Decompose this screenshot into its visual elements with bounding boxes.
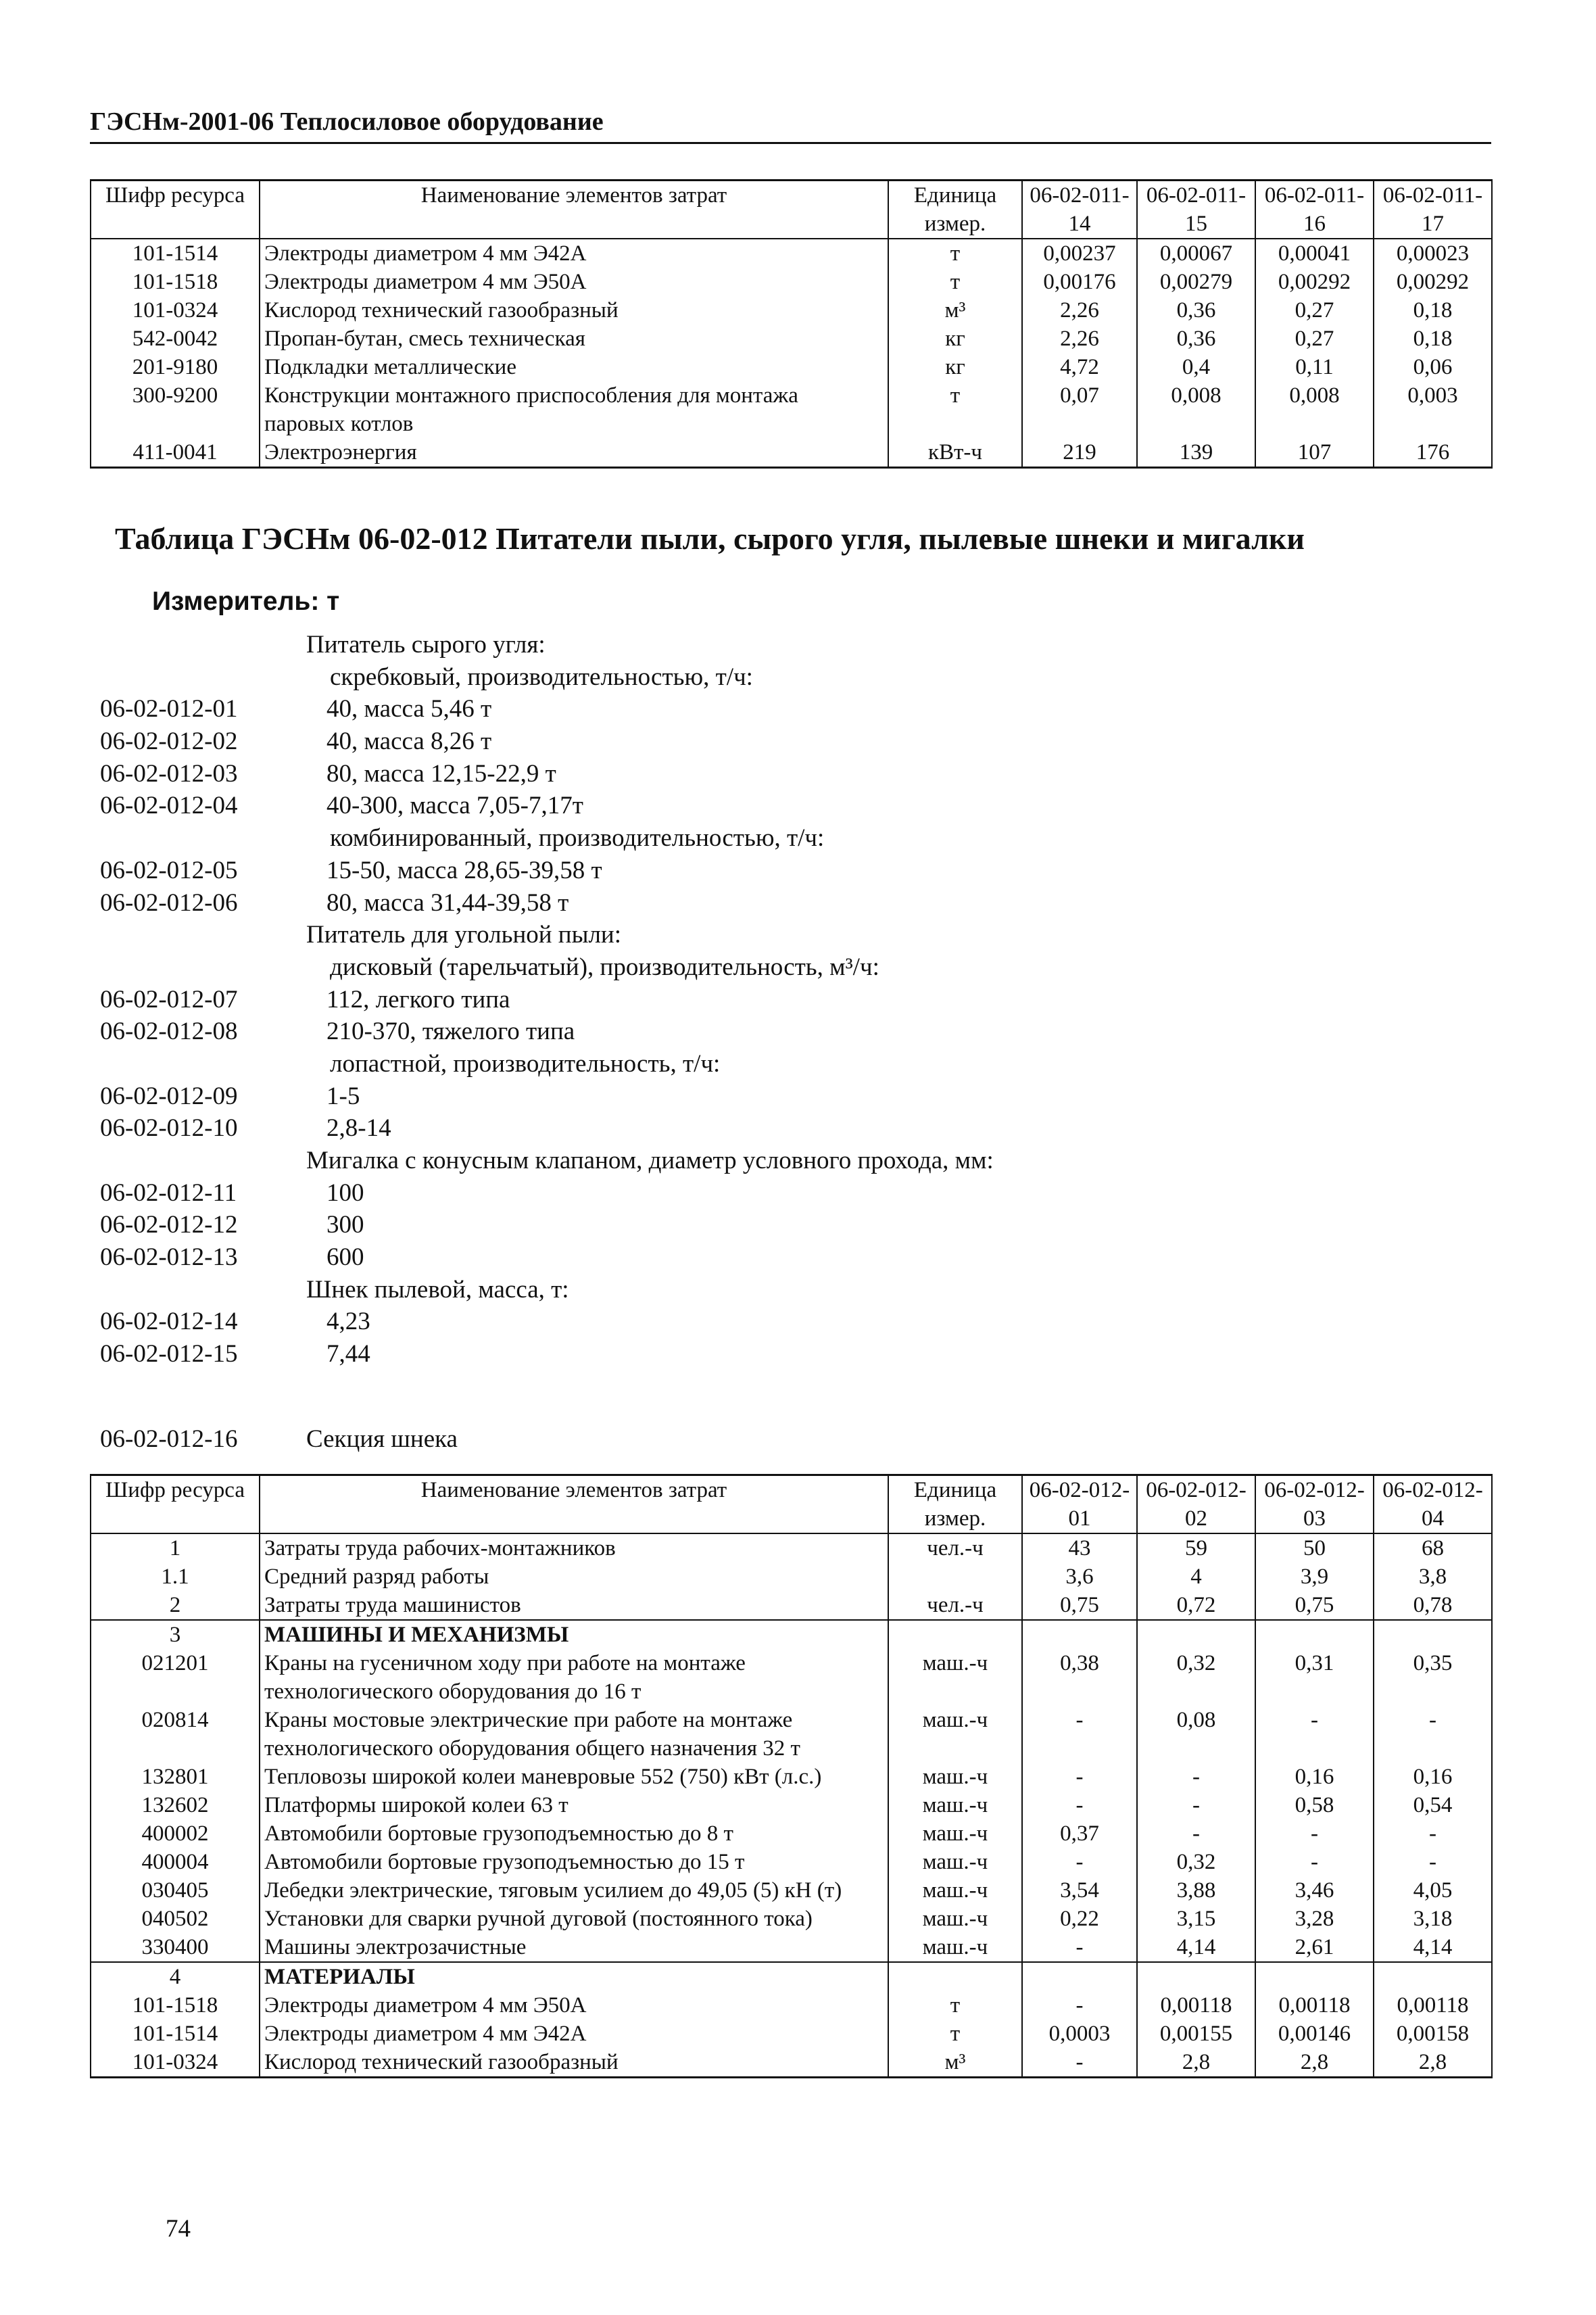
norm-value: 0,00118 bbox=[1137, 1991, 1255, 2020]
table-row bbox=[91, 1848, 1492, 1876]
unit: маш.-ч bbox=[888, 1848, 1022, 1876]
norm-value: 3,18 bbox=[1374, 1905, 1492, 1933]
table-row bbox=[91, 325, 1492, 353]
cost-element-name: Затраты труда рабочих-монтажников bbox=[260, 1533, 888, 1562]
table-header-row bbox=[91, 181, 1492, 239]
cost-element-name: МАШИНЫ И МЕХАНИЗМЫ bbox=[260, 1620, 888, 1649]
norm-code: 06-02-012-15 bbox=[100, 1340, 238, 1368]
norm-value: - bbox=[1022, 1933, 1137, 1962]
norm-value bbox=[1374, 1620, 1492, 1649]
resource-code: 2 bbox=[91, 1591, 260, 1620]
cost-element-name: Затраты труда машинистов bbox=[260, 1591, 888, 1620]
resource-code: 132801 bbox=[91, 1763, 260, 1791]
norm-value: 3,8 bbox=[1374, 1562, 1492, 1591]
norm-code: 06-02-012-05 bbox=[100, 856, 238, 884]
norm-value: 0,75 bbox=[1022, 1591, 1137, 1620]
norm-value: 3,54 bbox=[1022, 1876, 1137, 1905]
resource-code: 3 bbox=[91, 1620, 260, 1649]
norm-description: 600 bbox=[327, 1243, 364, 1272]
unit: м³ bbox=[888, 2048, 1022, 2078]
norm-value: 176 bbox=[1374, 438, 1492, 468]
norm-value: - bbox=[1022, 1763, 1137, 1791]
resource-code: 101-1518 bbox=[91, 1991, 260, 2020]
table-row bbox=[91, 1876, 1492, 1905]
norm-description: Мигалка с конусным клапаном, диаметр условного прохода, мм: bbox=[306, 1147, 994, 1174]
table-row bbox=[91, 1791, 1492, 1819]
table-row bbox=[91, 381, 1492, 438]
table-row bbox=[91, 1933, 1492, 1962]
column-header: Шифр ресурса bbox=[91, 181, 260, 239]
norm-value: - bbox=[1137, 1791, 1255, 1819]
column-header: 06-02-011-15 bbox=[1137, 181, 1255, 239]
norm-value bbox=[1137, 1962, 1255, 1991]
resource-code: 101-0324 bbox=[91, 2048, 260, 2078]
cost-element-name: Краны мостовые электрические при работе на монтаже технологического оборудования общего назначения 32 т bbox=[260, 1706, 888, 1763]
page-number: 74 bbox=[166, 2215, 191, 2243]
norm-code: 06-02-012-10 bbox=[100, 1114, 238, 1143]
norm-value: 0,75 bbox=[1255, 1591, 1374, 1620]
table-row bbox=[91, 1991, 1492, 2020]
norm-code: 06-02-012-08 bbox=[100, 1018, 238, 1046]
norm-value bbox=[1022, 1620, 1137, 1649]
cost-element-name: Кислород технический газообразный bbox=[260, 2048, 888, 2078]
norm-description: 40, масса 8,26 т bbox=[327, 727, 492, 756]
norm-description: 40, масса 5,46 т bbox=[327, 695, 492, 723]
norm-code: 06-02-012-16 bbox=[100, 1425, 238, 1453]
header-rule bbox=[90, 142, 1491, 144]
unit: м³ bbox=[888, 296, 1022, 325]
table-row bbox=[91, 2048, 1492, 2078]
norm-value: 0,00067 bbox=[1137, 239, 1255, 268]
norm-code: 06-02-012-14 bbox=[100, 1308, 238, 1336]
norm-value: 0,38 bbox=[1022, 1649, 1137, 1706]
norm-value: 0,00237 bbox=[1022, 239, 1137, 268]
norm-code: 06-02-012-12 bbox=[100, 1211, 238, 1239]
norm-description: 100 bbox=[327, 1178, 364, 1207]
unit: маш.-ч bbox=[888, 1819, 1022, 1848]
resource-code: 201-9180 bbox=[91, 353, 260, 381]
norm-description: 112, легкого типа bbox=[327, 985, 510, 1013]
norm-value: 0,32 bbox=[1137, 1848, 1255, 1876]
norm-value: 0,11 bbox=[1255, 353, 1374, 381]
column-header: 06-02-012-04 bbox=[1374, 1475, 1492, 1534]
resource-code: 101-0324 bbox=[91, 296, 260, 325]
unit: кВт-ч bbox=[888, 438, 1022, 468]
resource-code: 020814 bbox=[91, 1706, 260, 1763]
norm-code: 06-02-012-06 bbox=[100, 888, 238, 917]
norm-code: 06-02-012-09 bbox=[100, 1082, 238, 1110]
unit: чел.-ч bbox=[888, 1533, 1022, 1562]
unit bbox=[888, 1962, 1022, 1991]
norm-value: 0,00041 bbox=[1255, 239, 1374, 268]
norm-description: 2,8-14 bbox=[327, 1114, 391, 1143]
norm-code: 06-02-012-02 bbox=[100, 727, 238, 756]
unit: маш.-ч bbox=[888, 1933, 1022, 1962]
resource-code: 400004 bbox=[91, 1848, 260, 1876]
norm-value: 4,72 bbox=[1022, 353, 1137, 381]
norm-value: 0,27 bbox=[1255, 325, 1374, 353]
norm-description: Шнек пылевой, масса, т: bbox=[306, 1275, 569, 1304]
column-header: 06-02-012-02 bbox=[1137, 1475, 1255, 1534]
column-header: 06-02-012-01 bbox=[1022, 1475, 1137, 1534]
norm-value: - bbox=[1137, 1819, 1255, 1848]
unit: маш.-ч bbox=[888, 1649, 1022, 1706]
cost-element-name: Машины электрозачистные bbox=[260, 1933, 888, 1962]
norm-code: 06-02-012-07 bbox=[100, 985, 238, 1013]
norm-value: 2,8 bbox=[1255, 2048, 1374, 2078]
norm-value: 2,26 bbox=[1022, 296, 1137, 325]
norm-description: 80, масса 31,44-39,58 т bbox=[327, 888, 569, 917]
norm-value bbox=[1255, 1962, 1374, 1991]
norm-description: Секция шнека bbox=[306, 1425, 458, 1453]
norm-value: 0,35 bbox=[1374, 1649, 1492, 1706]
norm-description: комбинированный, производительностью, т/ч: bbox=[330, 824, 825, 853]
norm-code: 06-02-012-13 bbox=[100, 1243, 238, 1272]
norm-value: 0,36 bbox=[1137, 296, 1255, 325]
cost-element-name: Пропан-бутан, смесь техническая bbox=[260, 325, 888, 353]
cost-element-name: МАТЕРИАЛЫ bbox=[260, 1962, 888, 1991]
norm-value: 2,8 bbox=[1374, 2048, 1492, 2078]
norm-description: 7,44 bbox=[327, 1340, 370, 1368]
norm-description: лопастной, производительность, т/ч: bbox=[330, 1049, 721, 1078]
norm-value: 0,00176 bbox=[1022, 268, 1137, 296]
norm-description: дисковый (тарельчатый), производительность, м³/ч: bbox=[330, 953, 879, 981]
unit: т bbox=[888, 239, 1022, 268]
norm-value: 0,37 bbox=[1022, 1819, 1137, 1848]
unit: т bbox=[888, 2020, 1022, 2048]
resource-code: 021201 bbox=[91, 1649, 260, 1706]
norm-value: 0,36 bbox=[1137, 325, 1255, 353]
table-row bbox=[91, 1620, 1492, 1649]
resource-table-1 bbox=[90, 179, 1493, 469]
norm-value: 59 bbox=[1137, 1533, 1255, 1562]
table-row bbox=[91, 239, 1492, 268]
norm-value: - bbox=[1255, 1819, 1374, 1848]
norm-value: 43 bbox=[1022, 1533, 1137, 1562]
norm-value: 0,00155 bbox=[1137, 2020, 1255, 2048]
resource-code: 1.1 bbox=[91, 1562, 260, 1591]
norm-value: - bbox=[1374, 1819, 1492, 1848]
norm-value: 0,008 bbox=[1255, 381, 1374, 438]
norm-value: 0,22 bbox=[1022, 1905, 1137, 1933]
resource-code: 330400 bbox=[91, 1933, 260, 1962]
table-row bbox=[91, 353, 1492, 381]
norm-value: 3,9 bbox=[1255, 1562, 1374, 1591]
unit: маш.-ч bbox=[888, 1706, 1022, 1763]
unit: кг bbox=[888, 353, 1022, 381]
unit: маш.-ч bbox=[888, 1791, 1022, 1819]
table-row bbox=[91, 2020, 1492, 2048]
norm-value: 4 bbox=[1137, 1562, 1255, 1591]
measure-unit: Измеритель: т bbox=[152, 587, 340, 616]
norm-description: 210-370, тяжелого типа bbox=[327, 1018, 575, 1046]
resource-code: 300-9200 bbox=[91, 381, 260, 438]
table-row bbox=[91, 1706, 1492, 1763]
norm-value: 0,07 bbox=[1022, 381, 1137, 438]
norm-value bbox=[1374, 1962, 1492, 1991]
norm-description: Питатель для угольной пыли: bbox=[306, 921, 622, 949]
norm-value: 0,00292 bbox=[1255, 268, 1374, 296]
norm-value: 2,61 bbox=[1255, 1933, 1374, 1962]
norm-value: 0,00118 bbox=[1374, 1991, 1492, 2020]
cost-element-name: Кислород технический газообразный bbox=[260, 296, 888, 325]
norm-value: 0,78 bbox=[1374, 1591, 1492, 1620]
norm-description: 15-50, масса 28,65-39,58 т bbox=[327, 856, 602, 884]
resource-table-2 bbox=[90, 1474, 1493, 2078]
norm-value: 4,14 bbox=[1137, 1933, 1255, 1962]
norm-code: 06-02-012-03 bbox=[100, 759, 238, 788]
norm-value: 2,26 bbox=[1022, 325, 1137, 353]
norm-value: 0,54 bbox=[1374, 1791, 1492, 1819]
cost-element-name: Тепловозы широкой колеи маневровые 552 (750) кВт (л.с.) bbox=[260, 1763, 888, 1791]
unit: маш.-ч bbox=[888, 1876, 1022, 1905]
unit: кг bbox=[888, 325, 1022, 353]
norm-description: 4,23 bbox=[327, 1308, 370, 1336]
column-header: Единица измер. bbox=[888, 181, 1022, 239]
norm-description: скребковый, производительностью, т/ч: bbox=[330, 663, 753, 691]
cost-element-name: Электроды диаметром 4 мм Э50А bbox=[260, 1991, 888, 2020]
table-row bbox=[91, 296, 1492, 325]
cost-element-name: Установки для сварки ручной дуговой (постоянного тока) bbox=[260, 1905, 888, 1933]
norm-description: Питатель сырого угля: bbox=[306, 631, 546, 659]
resource-code: 542-0042 bbox=[91, 325, 260, 353]
column-header: 06-02-012-03 bbox=[1255, 1475, 1374, 1534]
norm-value: 2,8 bbox=[1137, 2048, 1255, 2078]
resource-code: 040502 bbox=[91, 1905, 260, 1933]
norm-value: 0,72 bbox=[1137, 1591, 1255, 1620]
norm-value: 0,16 bbox=[1374, 1763, 1492, 1791]
norm-value: - bbox=[1374, 1848, 1492, 1876]
column-header: 06-02-011-17 bbox=[1374, 181, 1492, 239]
column-header: Шифр ресурса bbox=[91, 1475, 260, 1534]
norm-value: 0,58 bbox=[1255, 1791, 1374, 1819]
norm-value: - bbox=[1255, 1706, 1374, 1763]
cost-element-name: Автомобили бортовые грузоподъемностью до 8 т bbox=[260, 1819, 888, 1848]
column-header: 06-02-011-16 bbox=[1255, 181, 1374, 239]
resource-code: 101-1514 bbox=[91, 2020, 260, 2048]
norm-value: 0,31 bbox=[1255, 1649, 1374, 1706]
table-row bbox=[91, 1591, 1492, 1620]
norm-value: 0,27 bbox=[1255, 296, 1374, 325]
table-row bbox=[91, 438, 1492, 468]
resource-code: 132602 bbox=[91, 1791, 260, 1819]
resource-code: 030405 bbox=[91, 1876, 260, 1905]
norm-value: 0,00292 bbox=[1374, 268, 1492, 296]
unit: т bbox=[888, 1991, 1022, 2020]
norm-value: - bbox=[1022, 1791, 1137, 1819]
norm-value: 219 bbox=[1022, 438, 1137, 468]
norm-value bbox=[1137, 1620, 1255, 1649]
table-row bbox=[91, 1819, 1492, 1848]
cost-element-name: Автомобили бортовые грузоподъемностью до 15 т bbox=[260, 1848, 888, 1876]
norm-value: - bbox=[1137, 1763, 1255, 1791]
norm-description: 1-5 bbox=[327, 1082, 360, 1110]
resource-code: 400002 bbox=[91, 1819, 260, 1848]
table-header-row bbox=[91, 1475, 1492, 1534]
norm-value: - bbox=[1022, 2048, 1137, 2078]
norm-value: 0,0003 bbox=[1022, 2020, 1137, 2048]
resource-code: 101-1518 bbox=[91, 268, 260, 296]
norm-value: 0,4 bbox=[1137, 353, 1255, 381]
table-row bbox=[91, 1763, 1492, 1791]
norm-value: 139 bbox=[1137, 438, 1255, 468]
norm-value: 0,16 bbox=[1255, 1763, 1374, 1791]
norm-value: 0,003 bbox=[1374, 381, 1492, 438]
norm-value: - bbox=[1255, 1848, 1374, 1876]
norm-value: 3,15 bbox=[1137, 1905, 1255, 1933]
cost-element-name: Электроэнергия bbox=[260, 438, 888, 468]
norm-value: - bbox=[1374, 1706, 1492, 1763]
norm-code: 06-02-012-04 bbox=[100, 792, 238, 820]
norm-value: 0,08 bbox=[1137, 1706, 1255, 1763]
norm-description: 40-300, масса 7,05-7,17т bbox=[327, 792, 583, 820]
unit: т bbox=[888, 381, 1022, 438]
norm-description: 80, масса 12,15-22,9 т bbox=[327, 759, 556, 788]
norm-value: 0,00118 bbox=[1255, 1991, 1374, 2020]
unit bbox=[888, 1620, 1022, 1649]
norm-value: 0,18 bbox=[1374, 296, 1492, 325]
table-title: Таблица ГЭСНм 06-02-012 Питатели пыли, сырого угля, пылевые шнеки и мигалки bbox=[115, 521, 1305, 556]
resource-code: 101-1514 bbox=[91, 239, 260, 268]
cost-element-name: Электроды диаметром 4 мм Э50А bbox=[260, 268, 888, 296]
cost-element-name: Электроды диаметром 4 мм Э42А bbox=[260, 239, 888, 268]
cost-element-name: Подкладки металлические bbox=[260, 353, 888, 381]
column-header: Наименование элементов затрат bbox=[260, 181, 888, 239]
unit: т bbox=[888, 268, 1022, 296]
cost-element-name: Краны на гусеничном ходу при работе на монтаже технологического оборудования до 16 т bbox=[260, 1649, 888, 1706]
table-row bbox=[91, 1962, 1492, 1991]
column-header: 06-02-011-14 bbox=[1022, 181, 1137, 239]
norm-value: 0,18 bbox=[1374, 325, 1492, 353]
norm-value: - bbox=[1022, 1848, 1137, 1876]
norm-value: 0,00158 bbox=[1374, 2020, 1492, 2048]
norm-value: 4,14 bbox=[1374, 1933, 1492, 1962]
norm-value: 0,06 bbox=[1374, 353, 1492, 381]
norm-value: - bbox=[1022, 1706, 1137, 1763]
table-row bbox=[91, 1533, 1492, 1562]
norm-value: 3,88 bbox=[1137, 1876, 1255, 1905]
table-row bbox=[91, 268, 1492, 296]
norm-value: 0,00023 bbox=[1374, 239, 1492, 268]
norm-value: 0,00279 bbox=[1137, 268, 1255, 296]
norm-value: 3,46 bbox=[1255, 1876, 1374, 1905]
norm-value: 107 bbox=[1255, 438, 1374, 468]
column-header: Наименование элементов затрат bbox=[260, 1475, 888, 1534]
cost-element-name: Средний разряд работы bbox=[260, 1562, 888, 1591]
cost-element-name: Лебедки электрические, тяговым усилием до 49,05 (5) кН (т) bbox=[260, 1876, 888, 1905]
resource-code: 1 bbox=[91, 1533, 260, 1562]
norm-value: - bbox=[1022, 1991, 1137, 2020]
resource-code: 411-0041 bbox=[91, 438, 260, 468]
unit: маш.-ч bbox=[888, 1905, 1022, 1933]
table-row bbox=[91, 1562, 1492, 1591]
norm-value: 0,008 bbox=[1137, 381, 1255, 438]
resource-code: 4 bbox=[91, 1962, 260, 1991]
column-header: Единица измер. bbox=[888, 1475, 1022, 1534]
cost-element-name: Платформы широкой колеи 63 т bbox=[260, 1791, 888, 1819]
norm-code: 06-02-012-11 bbox=[100, 1178, 237, 1207]
norm-value: 4,05 bbox=[1374, 1876, 1492, 1905]
page-header: ГЭСНм-2001-06 Теплосиловое оборудование bbox=[90, 108, 604, 136]
norm-value: 3,6 bbox=[1022, 1562, 1137, 1591]
norm-value: 3,28 bbox=[1255, 1905, 1374, 1933]
norm-value bbox=[1255, 1620, 1374, 1649]
norm-value: 68 bbox=[1374, 1533, 1492, 1562]
norm-value: 50 bbox=[1255, 1533, 1374, 1562]
norm-value: 0,00146 bbox=[1255, 2020, 1374, 2048]
cost-element-name: Электроды диаметром 4 мм Э42А bbox=[260, 2020, 888, 2048]
cost-element-name: Конструкции монтажного приспособления для монтажа паровых котлов bbox=[260, 381, 888, 438]
table-row bbox=[91, 1649, 1492, 1706]
norm-value: 0,32 bbox=[1137, 1649, 1255, 1706]
norm-value bbox=[1022, 1962, 1137, 1991]
unit: чел.-ч bbox=[888, 1591, 1022, 1620]
norm-description: 300 bbox=[327, 1211, 364, 1239]
unit: маш.-ч bbox=[888, 1763, 1022, 1791]
norm-code: 06-02-012-01 bbox=[100, 695, 238, 723]
unit bbox=[888, 1562, 1022, 1591]
table-row bbox=[91, 1905, 1492, 1933]
